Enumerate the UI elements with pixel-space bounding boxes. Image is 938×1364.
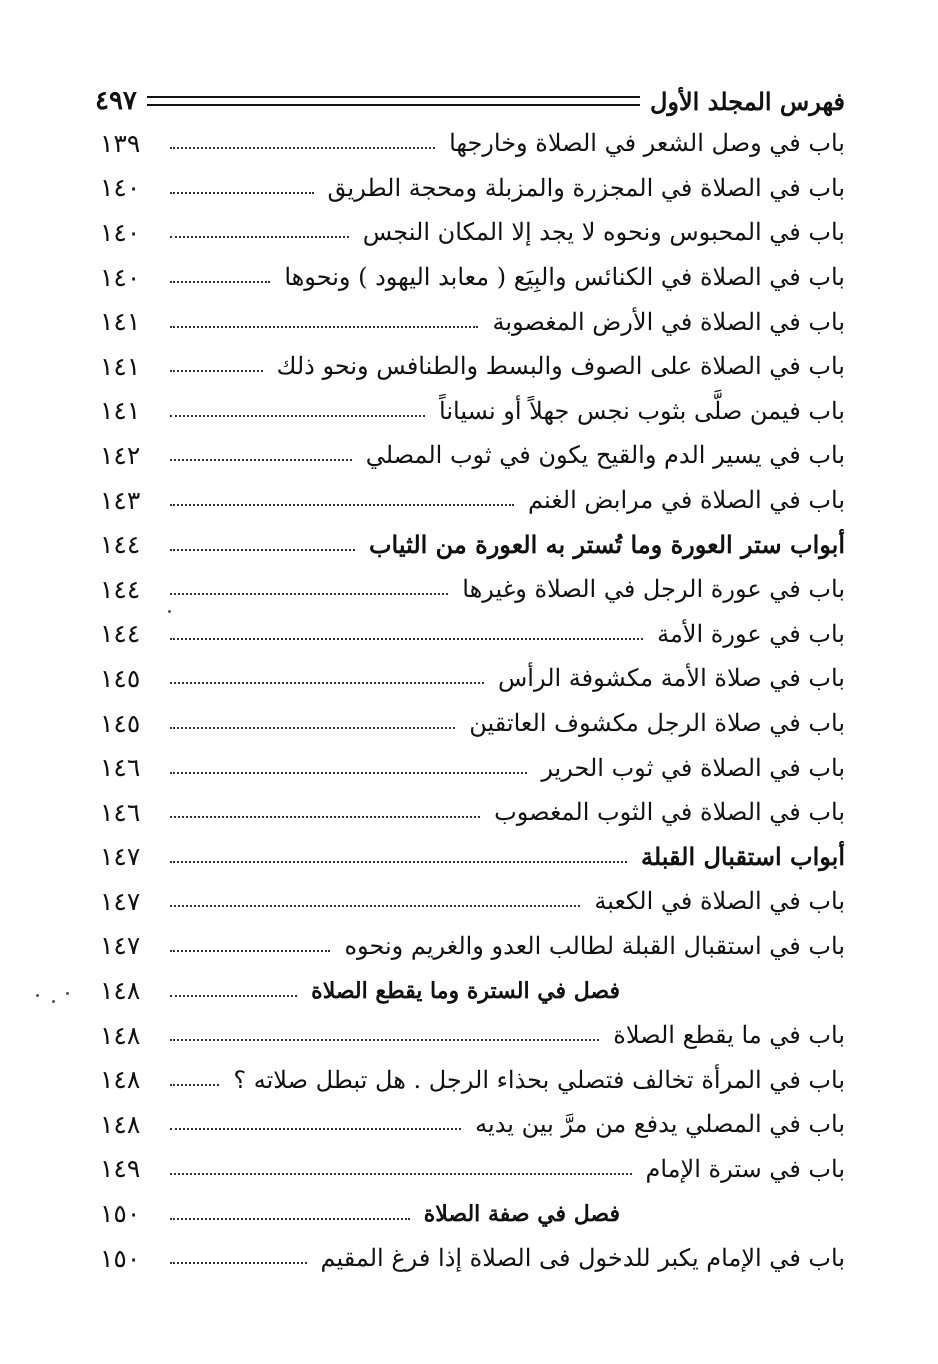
toc-entry	[100, 1236, 845, 1281]
toc-entry	[100, 656, 845, 701]
toc-entry-title: باب في المحبوس ونحوه لا يجد إلا المكان النجس	[362, 218, 845, 247]
toc-entry-page: ١٤٨	[100, 1109, 141, 1139]
toc-entry-page: ١٤٢	[100, 440, 141, 470]
toc-section-heading	[100, 968, 845, 1013]
toc-entry-page: ١٤٨	[100, 1065, 141, 1095]
toc-entry	[100, 701, 845, 746]
toc-entry	[100, 1147, 845, 1192]
toc-entry-page: ١٤٨	[100, 976, 141, 1006]
dot-leader	[170, 1218, 410, 1220]
toc-entry	[100, 166, 845, 211]
toc-entry-title: باب في ما يقطع الصلاة	[613, 1021, 845, 1050]
toc-entry-title: باب في صلاة الأمة مكشوفة الرأس	[497, 664, 845, 693]
toc-entry	[100, 255, 845, 300]
toc-entry	[100, 389, 845, 434]
toc-entry-title: باب في الصلاة على الصوف والبسط والطنافس ونحو ذلك	[276, 352, 845, 381]
toc-entry-page: ١٤٣	[100, 485, 141, 515]
header-page-number: ٤٩٧	[95, 86, 137, 116]
toc-entry-page: ١٤٦	[100, 797, 141, 827]
toc-entry	[100, 612, 845, 657]
toc-chapter-heading	[100, 835, 845, 880]
dot-leader	[170, 816, 480, 818]
toc-entry-title: باب في الصلاة في الأرض المغصوبة	[492, 307, 845, 336]
toc-entry	[100, 121, 845, 166]
toc-entry-page: ١٤٠	[100, 217, 141, 247]
header-double-rule	[147, 96, 640, 106]
toc-entry-title: باب في استقبال القبلة لطالب العدو والغريم ونحوه	[344, 931, 845, 960]
scan-speck	[168, 610, 171, 613]
toc-entry-title: باب في المرأة تخالف فتصلي بحذاء الرجل . هل تبطل صلاته ؟	[233, 1065, 845, 1094]
dot-leader	[170, 1262, 307, 1264]
toc-entry	[100, 567, 845, 612]
dot-leader	[170, 415, 425, 417]
toc-entry-title: باب في وصل الشعر في الصلاة وخارجها	[449, 129, 845, 158]
toc-entry-title: باب في الصلاة في الكنائس والبِيَع ( معابد اليهود ) ونحوها	[284, 263, 845, 292]
toc-entry-title: باب فيمن صلَّى بثوب نجس جهلاً أو نسياناً	[439, 396, 845, 425]
dot-leader	[170, 593, 448, 595]
toc-entry-title: فصل في السترة وما يقطع الصلاة	[311, 977, 620, 1004]
running-header	[95, 78, 845, 124]
dot-leader	[170, 147, 435, 149]
dot-leader	[170, 772, 527, 774]
toc-entry-title: باب في عورة الرجل في الصلاة وغيرها	[462, 575, 845, 604]
toc-entry-title: باب في الصلاة في المجزرة والمزبلة ومحجة الطريق	[327, 173, 845, 202]
dot-leader	[170, 236, 349, 238]
scan-speck	[36, 994, 39, 997]
toc-entry-title: باب في يسير الدم والقيح يكون في ثوب المصلي	[365, 441, 845, 470]
toc-entry	[100, 299, 845, 344]
toc-entry-title: باب في صلاة الرجل مكشوف العاتقين	[469, 709, 845, 738]
toc-entry-page: ١٥٠	[100, 1199, 141, 1229]
toc-entry-page: ١٤٤	[100, 530, 141, 560]
dot-leader	[170, 995, 297, 997]
toc-entry-page: ١٤٠	[100, 173, 141, 203]
toc-entry-page: ١٤٤	[100, 574, 141, 604]
toc-entry-page: ١٤٧	[100, 886, 141, 916]
header-title: فهرس المجلد الأول	[649, 86, 845, 116]
toc-entry-page: ١٤٥	[100, 708, 141, 738]
toc-entry-page: ١٤٧	[100, 931, 141, 961]
toc-entry	[100, 745, 845, 790]
dot-leader	[170, 950, 330, 952]
toc-section-heading	[100, 1191, 845, 1236]
dot-leader	[170, 1128, 461, 1130]
toc-entry-page: ١٤٨	[100, 1020, 141, 1050]
toc-entry-title: باب في عورة الأمة	[657, 619, 845, 648]
dot-leader	[170, 192, 314, 194]
toc-entry-title: باب في الصلاة في مرابض الغنم	[528, 486, 845, 515]
toc-entry	[100, 790, 845, 835]
dot-leader	[170, 638, 643, 640]
toc-chapter-heading	[100, 522, 845, 567]
dot-leader	[170, 281, 270, 283]
toc-entry-title: فصل في صفة الصلاة	[423, 1200, 620, 1227]
toc-entry	[100, 210, 845, 255]
dot-leader	[170, 504, 514, 506]
dot-leader	[170, 1039, 599, 1041]
toc-entry-page: ١٥٠	[100, 1243, 141, 1273]
toc-entry	[100, 879, 845, 924]
toc-entry	[100, 924, 845, 969]
toc-entry	[100, 1057, 845, 1102]
toc-entry-page: ١٤١	[100, 396, 141, 426]
dot-leader	[170, 905, 580, 907]
dot-leader	[170, 370, 263, 372]
toc-entry-page: ١٤١	[100, 307, 141, 337]
toc-entry-page: ١٤٥	[100, 663, 141, 693]
scan-speck	[66, 992, 69, 995]
toc-entry-title: أبواب استقبال القبلة	[640, 842, 845, 872]
table-of-contents	[100, 121, 845, 1280]
toc-entry-page: ١٤٦	[100, 753, 141, 783]
toc-entry	[100, 1013, 845, 1058]
toc-entry	[100, 1102, 845, 1147]
toc-entry-page: ١٤١	[100, 351, 141, 381]
toc-entry-title: باب في الصلاة في الثوب المغصوب	[494, 798, 845, 827]
dot-leader	[170, 727, 455, 729]
toc-entry-title: أبواب ستر العورة وما تُستر به العورة من الثياب	[368, 530, 845, 560]
toc-entry-title: باب في الصلاة في الكعبة	[594, 887, 845, 916]
toc-entry-title: باب في المصلي يدفع من مرَّ بين يديه	[475, 1110, 845, 1139]
toc-entry-title: باب في سترة الإمام	[645, 1154, 845, 1183]
toc-entry-page: ١٤٠	[100, 262, 141, 292]
toc-entry-title: باب في الإمام يكبر للدخول فى الصلاة إذا فرغ المقيم	[320, 1244, 845, 1273]
scan-speck	[52, 1000, 55, 1003]
dot-leader	[170, 549, 355, 551]
dot-leader	[170, 682, 484, 684]
dot-leader	[170, 1173, 632, 1175]
toc-entry	[100, 433, 845, 478]
toc-entry-page: ١٤٤	[100, 619, 141, 649]
toc-entry	[100, 478, 845, 523]
toc-entry-page: ١٤٧	[100, 842, 141, 872]
toc-entry	[100, 344, 845, 389]
dot-leader	[170, 861, 627, 863]
dot-leader	[170, 326, 478, 328]
toc-entry-page: ١٣٩	[100, 128, 141, 158]
dot-leader	[170, 459, 352, 461]
dot-leader	[170, 1084, 219, 1086]
toc-entry-title: باب في الصلاة في ثوب الحرير	[541, 753, 845, 782]
toc-entry-page: ١٤٩	[100, 1154, 141, 1184]
